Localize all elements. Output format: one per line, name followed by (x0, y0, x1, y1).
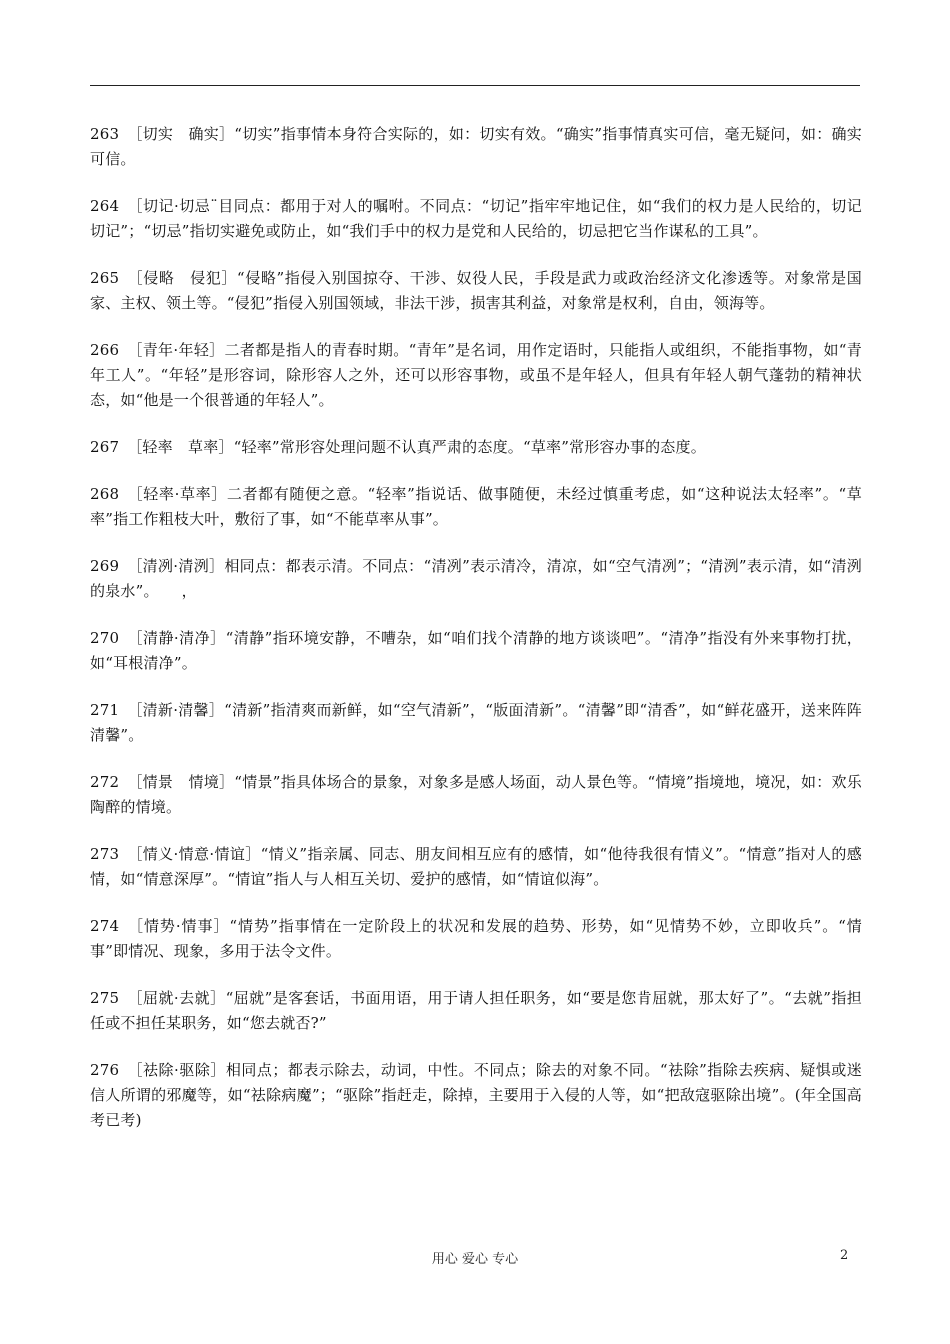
entry-271 (90, 698, 862, 748)
entry-text: ［情景 情境］“情景”指具体场合的景象，对象多是感人场面，动人景色等。“情境”指境地，境况，如：欢乐陶醉的情境。 (90, 773, 862, 816)
entry-text: ［清静·清净］“清静”指环境安静，不嘈杂，如“咱们找个清静的地方谈谈吧”。“清净”指没有外来事物打扰，如“耳根清净”。 (90, 629, 862, 672)
entry-number: 269 (90, 557, 120, 575)
entry-number: 265 (90, 269, 120, 287)
entry-number: 275 (90, 989, 120, 1007)
entry-263 (90, 122, 862, 172)
entry-266 (90, 338, 862, 413)
entry-268 (90, 482, 862, 532)
entry-text: ［切记·切忌¨目同点：都用于对人的嘱咐。不同点：“切记”指牢牢地记住，如“我们的权力是人民给的，切记切记”；“切忌”指切实避免或防止，如“我们手中的权力是党和人民给的，切忌把它当作谋私的工具”。 (90, 197, 862, 240)
entry-number: 276 (90, 1061, 120, 1079)
entry-text: ［情势·情事］“情势”指事情在一定阶段上的状况和发展的趋势、形势，如“见情势不妙，立即收兵”。“情事”即情况、现象，多用于法令文件。 (90, 917, 862, 960)
entry-265 (90, 266, 862, 316)
entry-text: ［情义·情意·情谊］“情义”指亲属、同志、朋友间相互应有的感情，如“他待我很有情义”。“情意”指对人的感情，如“情意深厚”。“情谊”指人与人相互关切、爱护的感情，如“情谊似海”。 (90, 845, 862, 888)
entry-274 (90, 914, 862, 964)
entry-number: 264 (90, 197, 120, 215)
entry-number: 272 (90, 773, 120, 791)
entry-number: 273 (90, 845, 120, 863)
page-number: 2 (840, 1248, 849, 1263)
entry-text: ［轻率 草率］“轻率”常形容处理问题不认真严肃的态度。“草率”常形容办事的态度。 (127, 438, 706, 456)
entry-number: 274 (90, 917, 120, 935)
header-rule (90, 85, 860, 86)
entry-269 (90, 554, 862, 604)
entry-number: 268 (90, 485, 120, 503)
entry-text: ［屈就·去就］“屈就”是客套话，书面用语，用于请人担任职务，如“要是您肯屈就，那太好了”。“去就”指担任或不担任某职务，如“您去就否?” (90, 989, 862, 1032)
entry-text: ［青年·年轻］二者都是指人的青春时期。“青年”是名词，用作定语时，只能指人或组织，不能指事物，如“青年工人”。“年轻”是形容词，除形容人之外，还可以形容事物，或虽不是年轻人，但具有年轻人朝气蓬勃的精神状态，如“他是一个很普通的年轻人”。 (90, 341, 862, 409)
entry-272 (90, 770, 862, 820)
footer-motto: 用心 爱心 专心 (431, 1252, 519, 1267)
entry-number: 271 (90, 701, 120, 719)
entry-text: ［切实 确实］“切实”指事情本身符合实际的，如：切实有效。“确实”指事情真实可信，毫无疑问，如：确实可信。 (90, 125, 862, 168)
entry-275 (90, 986, 862, 1036)
entry-270 (90, 626, 862, 676)
entry-text: ［祛除·驱除］相同点；都表示除去，动词，中性。不同点；除去的对象不同。“祛除”指除去疾病、疑惧或迷信人所谓的邪魔等，如“祛除病魔”；“驱除”指赶走，除掉，主要用于入侵的人等，如“把敌寇驱除出境”。(年全国高考已考) (90, 1061, 862, 1129)
entry-276 (90, 1058, 862, 1133)
entry-number: 270 (90, 629, 120, 647)
entry-number: 267 (90, 438, 120, 456)
entry-number: 263 (90, 125, 120, 143)
entry-264 (90, 194, 862, 244)
entry-number: 266 (90, 341, 120, 359)
entry-text: ［侵略 侵犯］“侵略”指侵入别国掠夺、干涉、奴役人民，手段是武力或政治经济文化渗透等。对象常是国家、主权、领土等。“侵犯”指侵入别国领域，非法干涉，损害其利益，对象常是权利，自由，领海等。 (90, 269, 862, 312)
entry-text: ［轻率·草率］二者都有随便之意。“轻率”指说话、做事随便，未经过慎重考虑，如“这种说法太轻率”。“草率”指工作粗枝大叶，敷衍了事，如“不能草率从事”。 (90, 485, 862, 528)
entry-267 (90, 435, 862, 460)
entry-273 (90, 842, 862, 892)
entry-text: ［清冽·清洌］相同点：都表示清。不同点：“清冽”表示清冷，清凉，如“空气清冽”；“清洌”表示清，如“清洌的泉水”。 ， (90, 557, 862, 600)
document-body (90, 122, 862, 1155)
entry-text: ［清新·清馨］“清新”指清爽而新鲜，如“空气清新”，“版面清新”。“清馨”即“清香”，如“鲜花盛开，送来阵阵清馨”。 (90, 701, 862, 744)
